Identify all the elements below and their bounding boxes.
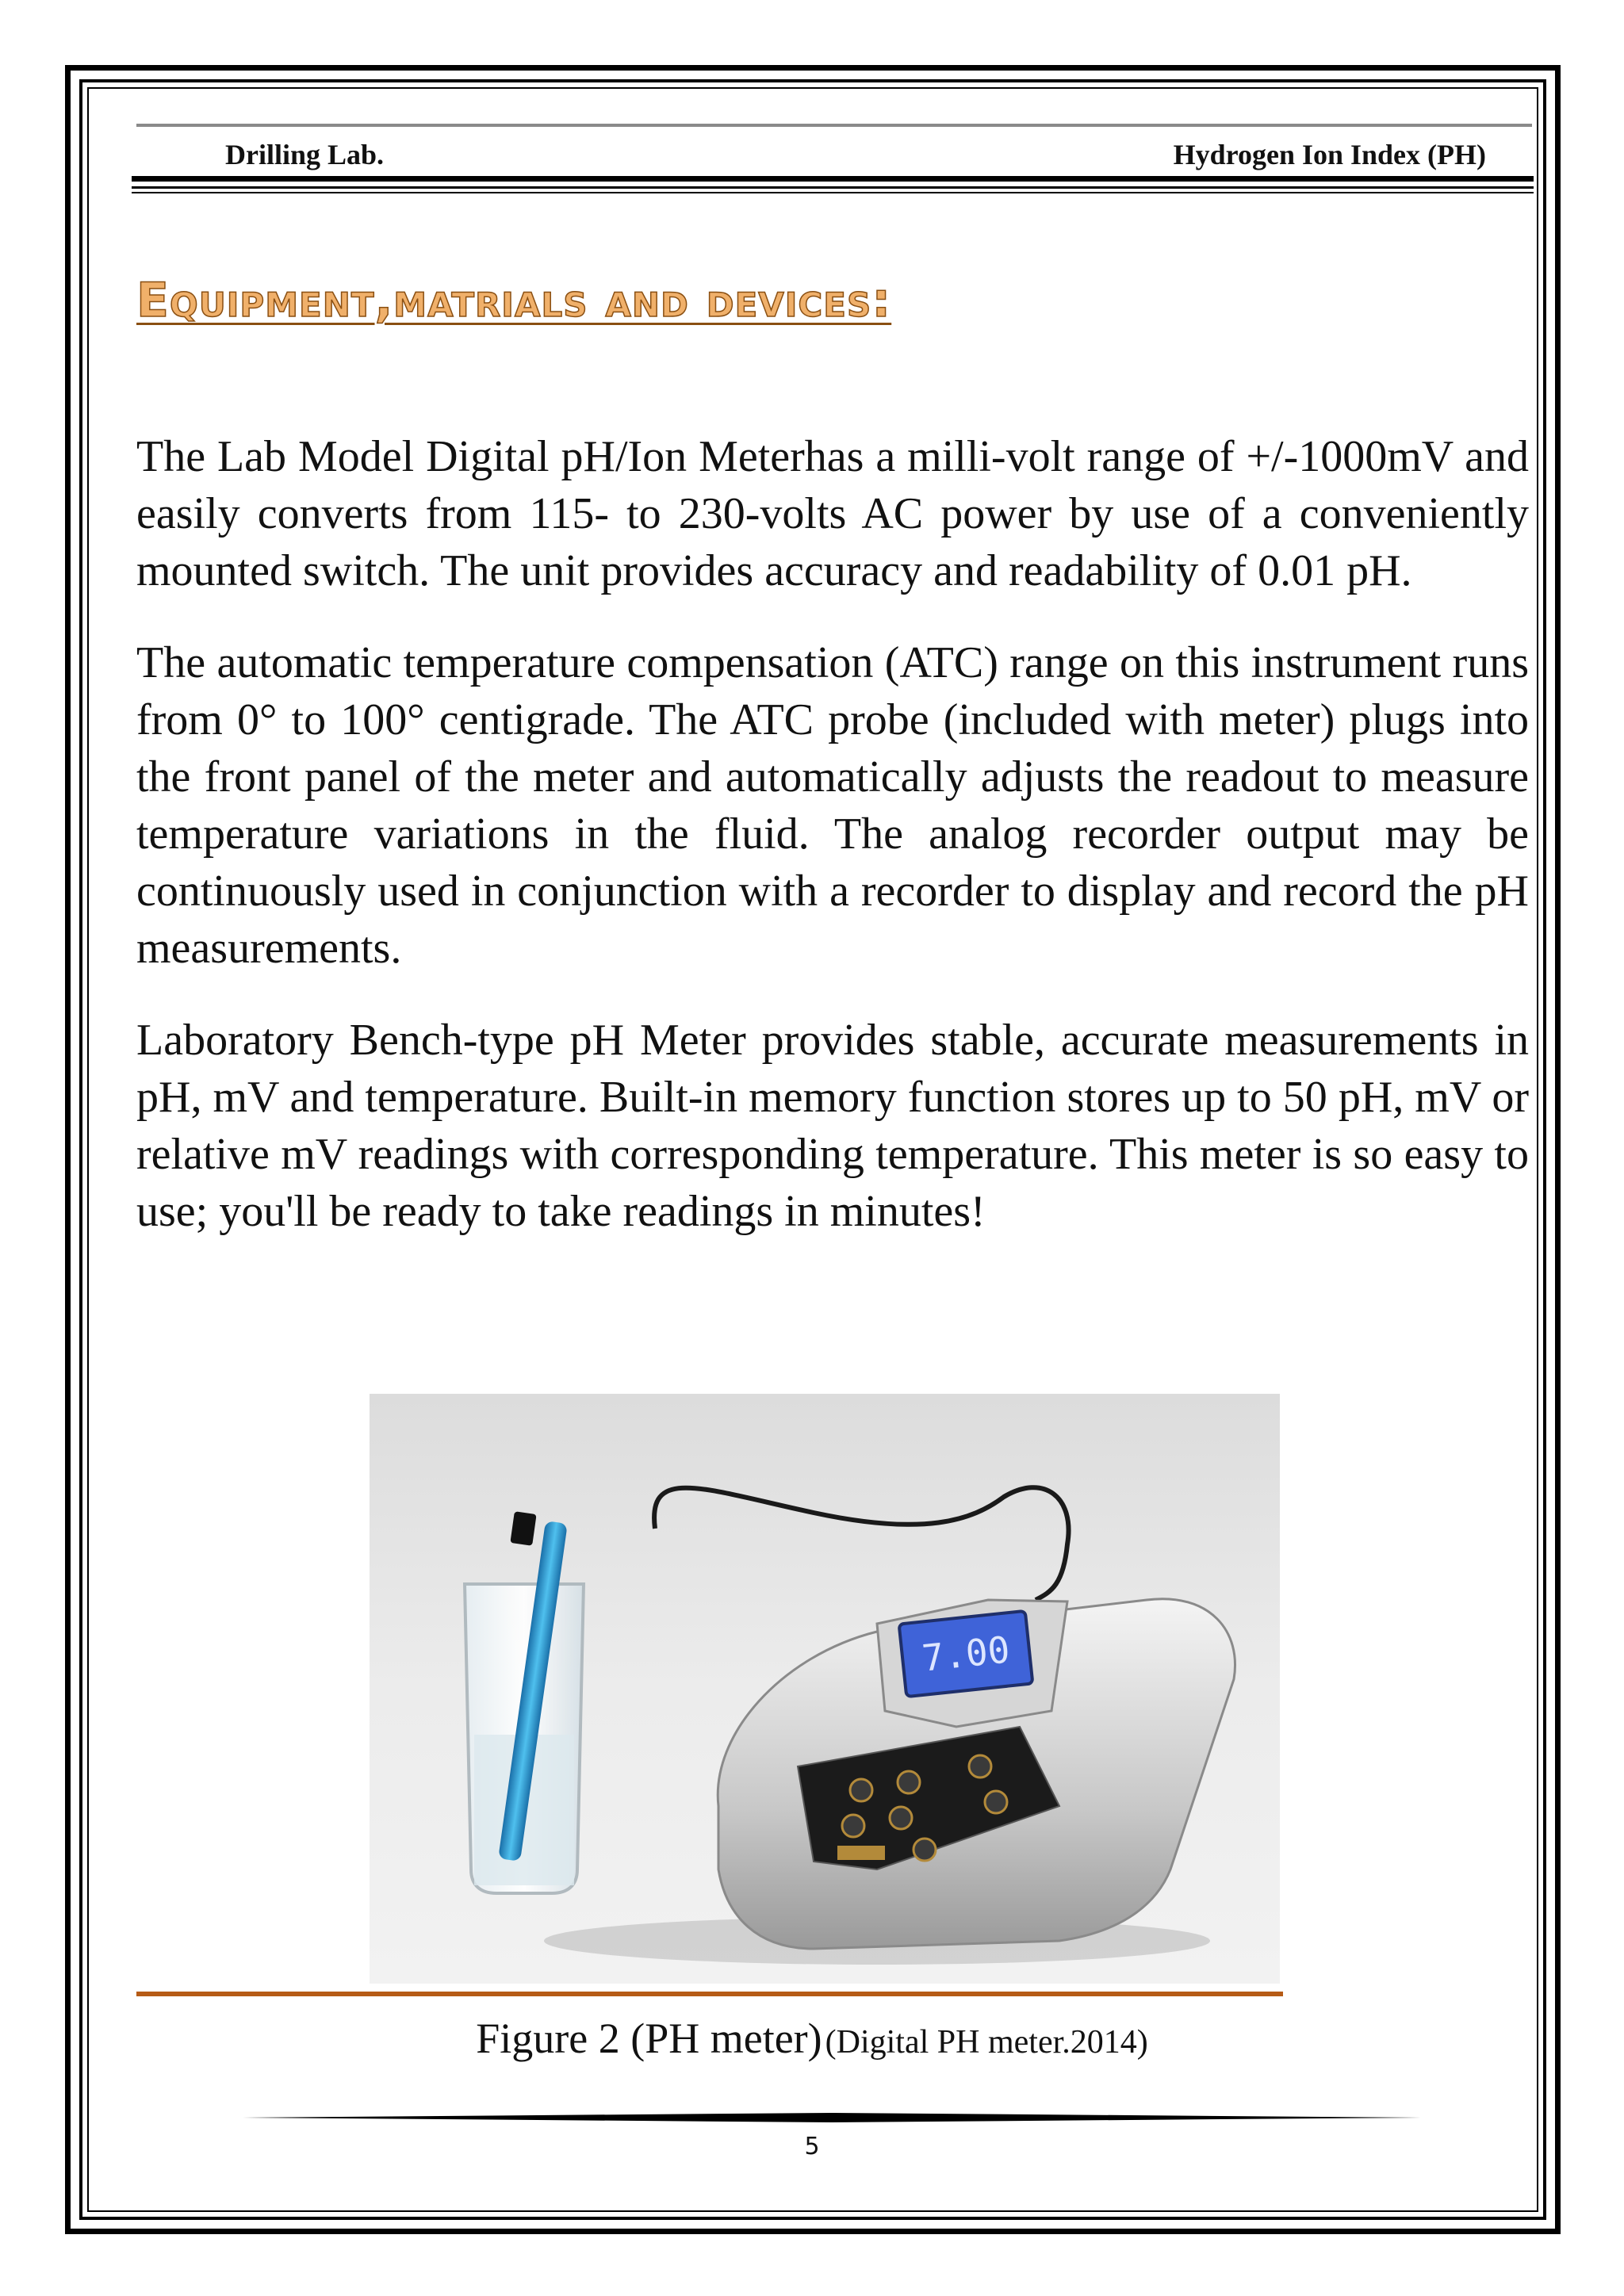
paragraph-atc: The automatic temperature compensation (ATC) range on this instrument runs from 0° to 100° centigrade. The ATC probe (included with meter) plugs into the front panel of the meter and automatically adjusts the readout to measure temperature variations in the fluid. The analog recorder output may be continuously used in conjunction with a recorder to display and record the pH measurements. xyxy=(136,638,1529,973)
header-experiment-title: Hydrogen Ion Index (PH) xyxy=(1173,139,1486,170)
page-number: 5 xyxy=(804,2133,820,2160)
figure-caption xyxy=(0,2014,1624,2063)
footer-rule xyxy=(243,2112,1421,2123)
body-text xyxy=(136,428,1529,1275)
meter-display-reading: 7.00 xyxy=(920,1628,1012,1680)
page-header xyxy=(136,133,1532,173)
header-bottom-rules xyxy=(132,176,1534,193)
figure-caption-title: Figure 2 (PH meter) xyxy=(476,2015,822,2062)
header-course-title: Drilling Lab. xyxy=(225,139,385,170)
ph-meter-photo xyxy=(370,1394,1280,1984)
header-top-rule xyxy=(136,124,1532,127)
paragraph-meter-range: The Lab Model Digital pH/Ion Meterhas a milli-volt range of +/-1000mV and easily converts from 115- to 230-volts AC power by use of a conveniently mounted switch. The unit provides accuracy and readability of 0.01 pH. xyxy=(136,432,1529,595)
section-heading: Equipment,matrials and devices: xyxy=(136,273,892,328)
paragraph-bench-meter: Laboratory Bench-type pH Meter provides stable, accurate measurements in pH, mV and temperature. Built-in memory function stores up to 50 pH, mV or relative mV readings with corresponding temperature. This meter is so easy to use; you'll be ready to take readings in minutes! xyxy=(136,1016,1529,1236)
figure-underline xyxy=(136,1992,1283,1996)
figure-caption-source: (Digital PH meter.2014) xyxy=(825,2024,1148,2061)
